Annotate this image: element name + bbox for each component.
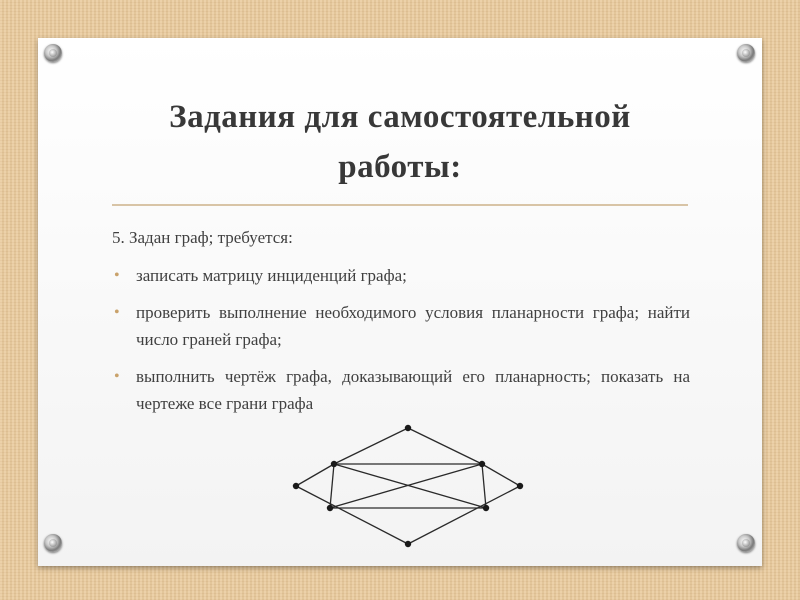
graph-vertex	[405, 425, 411, 431]
graph-edge	[408, 428, 482, 464]
title-divider	[112, 204, 688, 206]
slide-title	[100, 92, 700, 192]
graph-vertex	[405, 541, 411, 547]
graph-edge	[408, 486, 520, 544]
graph-vertex	[483, 505, 489, 511]
task-list	[112, 262, 690, 427]
graph-vertex	[293, 483, 299, 489]
list-item: • записать матрицу инциденций графа;	[112, 262, 690, 289]
pushpin-icon	[737, 534, 755, 552]
slide-title-line-2: работы:	[338, 149, 462, 185]
graph-edge	[296, 464, 334, 486]
graph-edge	[334, 428, 408, 464]
pushpin-icon	[737, 44, 755, 62]
list-item: • проверить выполнение необходимого условия планарности графа; найти число граней графа;	[112, 299, 690, 353]
graph-edge	[482, 464, 520, 486]
graph-diagram	[290, 420, 530, 550]
graph-vertex	[331, 461, 337, 467]
graph-vertex	[327, 505, 333, 511]
pushpin-icon	[44, 534, 62, 552]
graph-edge	[330, 464, 334, 508]
graph-edge	[334, 464, 486, 508]
task-heading: 5. Задан граф; требуется:	[112, 228, 293, 247]
graph-edge	[330, 464, 482, 508]
graph-edge	[482, 464, 486, 508]
graph-edge	[296, 486, 408, 544]
graph-vertex	[517, 483, 523, 489]
graph-vertex	[479, 461, 485, 467]
slide-title-line-1: Задания для самостоятельной	[169, 99, 631, 135]
list-item: • выполнить чертёж графа, доказывающий его планарность; показать на чертеже все грани графа	[112, 363, 690, 417]
pushpin-icon	[44, 44, 62, 62]
